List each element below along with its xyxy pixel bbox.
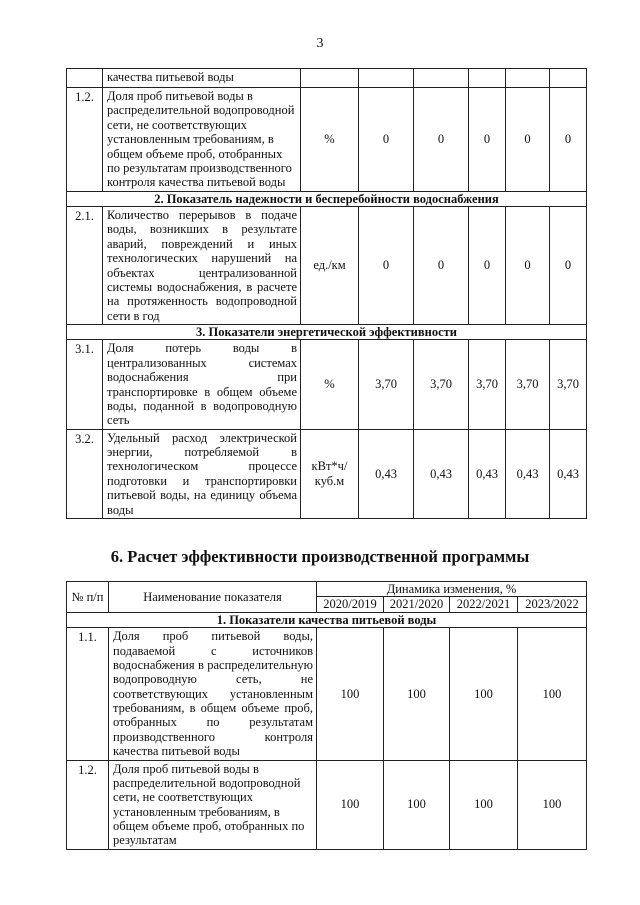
header-dynamics: Динамика изменения, %	[317, 582, 587, 597]
value-cell: 0	[469, 88, 506, 192]
value-cell	[414, 69, 469, 88]
value-cell: 100	[450, 760, 518, 849]
value-cell: 0	[550, 207, 587, 325]
indicator-name: Доля потерь воды в централизованных системах водоснабжения при транспортировке в общем объеме воды, поданной в водопроводную сеть	[103, 340, 301, 429]
row-number: 1.2.	[67, 88, 103, 192]
row-number: 2.1.	[67, 207, 103, 325]
table-row	[67, 628, 587, 760]
page-number: 3	[316, 36, 324, 51]
value-cell	[359, 69, 414, 88]
row-number: 3.1.	[67, 340, 103, 429]
indicator-name: Количество перерывов в подаче воды, возникших в результате аварий, повреждений и иных технологических нарушений на объектах централизованной системы водоснабжения, в расчете на протяженность водопроводной сети в год	[103, 207, 301, 325]
value-cell	[506, 69, 550, 88]
section-title: 3. Показатели энергетической эффективности	[67, 325, 587, 340]
value-cell: 0,43	[550, 429, 587, 518]
indicator-name: качества питьевой воды	[103, 69, 301, 88]
unit-cell: %	[301, 340, 359, 429]
value-cell: 0	[550, 88, 587, 192]
indicators-table	[66, 68, 587, 519]
section-title: 2. Показатель надежности и бесперебойности водоснабжения	[67, 191, 587, 206]
value-cell: 0	[359, 207, 414, 325]
section-6-heading: 6. Расчет эффективности производственной программы	[110, 547, 530, 566]
row-number: 1.2.	[67, 760, 109, 849]
value-cell: 0,43	[506, 429, 550, 518]
indicator-name: Доля проб питьевой воды, подаваемой с источников водоснабжения в распределительную водопроводную сеть, не соответствующих установленным требованиям, в общем объеме проб, отобранных по результатам производственного контроля качества питьевой воды	[109, 628, 317, 760]
value-cell: 100	[384, 628, 450, 760]
unit-cell: ед./км	[301, 207, 359, 325]
value-cell: 3,70	[414, 340, 469, 429]
value-cell: 3,70	[550, 340, 587, 429]
header-name: Наименование показателя	[109, 582, 317, 613]
header-year: 2021/2020	[384, 597, 450, 612]
section-row	[67, 191, 587, 206]
table-row	[67, 88, 587, 192]
value-cell: 100	[450, 628, 518, 760]
indicator-name: Удельный расход электрической энергии, потребляемой в технологическом процессе подготовки и транспортировки питьевой воды, на единицу объема воды	[103, 429, 301, 518]
header-year: 2023/2022	[518, 597, 587, 612]
row-number: 3.2.	[67, 429, 103, 518]
row-number: 1.1.	[67, 628, 109, 760]
value-cell: 0	[469, 207, 506, 325]
unit-cell: %	[301, 88, 359, 192]
table-row	[67, 760, 587, 849]
value-cell: 100	[518, 760, 587, 849]
indicator-name: Доля проб питьевой воды в распределительной водопроводной сети, не соответствующих установленным требованиям, в общем объеме проб, отобранных по результатам	[109, 760, 317, 849]
section-title: 1. Показатели качества питьевой воды	[67, 612, 587, 627]
table-row	[67, 207, 587, 325]
section-row	[67, 325, 587, 340]
efficiency-table	[66, 581, 587, 850]
value-cell: 3,70	[506, 340, 550, 429]
value-cell: 3,70	[469, 340, 506, 429]
value-cell: 0,43	[469, 429, 506, 518]
table-row	[67, 340, 587, 429]
value-cell	[469, 69, 506, 88]
header-year: 2020/2019	[317, 597, 384, 612]
row-number	[67, 69, 103, 88]
indicator-name: Доля проб питьевой воды в распределительной водопроводной сети, не соответствующих установленным требованиям, в общем объеме проб, отобранных по результатам производственного контроля качества питьевой воды	[103, 88, 301, 192]
value-cell: 0	[414, 88, 469, 192]
value-cell: 0	[506, 88, 550, 192]
section-row	[67, 612, 587, 627]
value-cell	[550, 69, 587, 88]
value-cell: 0	[414, 207, 469, 325]
table-row	[67, 429, 587, 518]
value-cell: 3,70	[359, 340, 414, 429]
value-cell: 0	[359, 88, 414, 192]
value-cell: 100	[317, 628, 384, 760]
value-cell: 0,43	[414, 429, 469, 518]
value-cell: 100	[518, 628, 587, 760]
value-cell: 0,43	[359, 429, 414, 518]
unit-cell	[301, 69, 359, 88]
value-cell: 0	[506, 207, 550, 325]
table-row	[67, 69, 587, 88]
value-cell: 100	[384, 760, 450, 849]
value-cell: 100	[317, 760, 384, 849]
unit-cell: кВт*ч/ куб.м	[301, 429, 359, 518]
header-row	[67, 582, 587, 597]
header-year: 2022/2021	[450, 597, 518, 612]
header-number: № п/п	[67, 582, 109, 613]
